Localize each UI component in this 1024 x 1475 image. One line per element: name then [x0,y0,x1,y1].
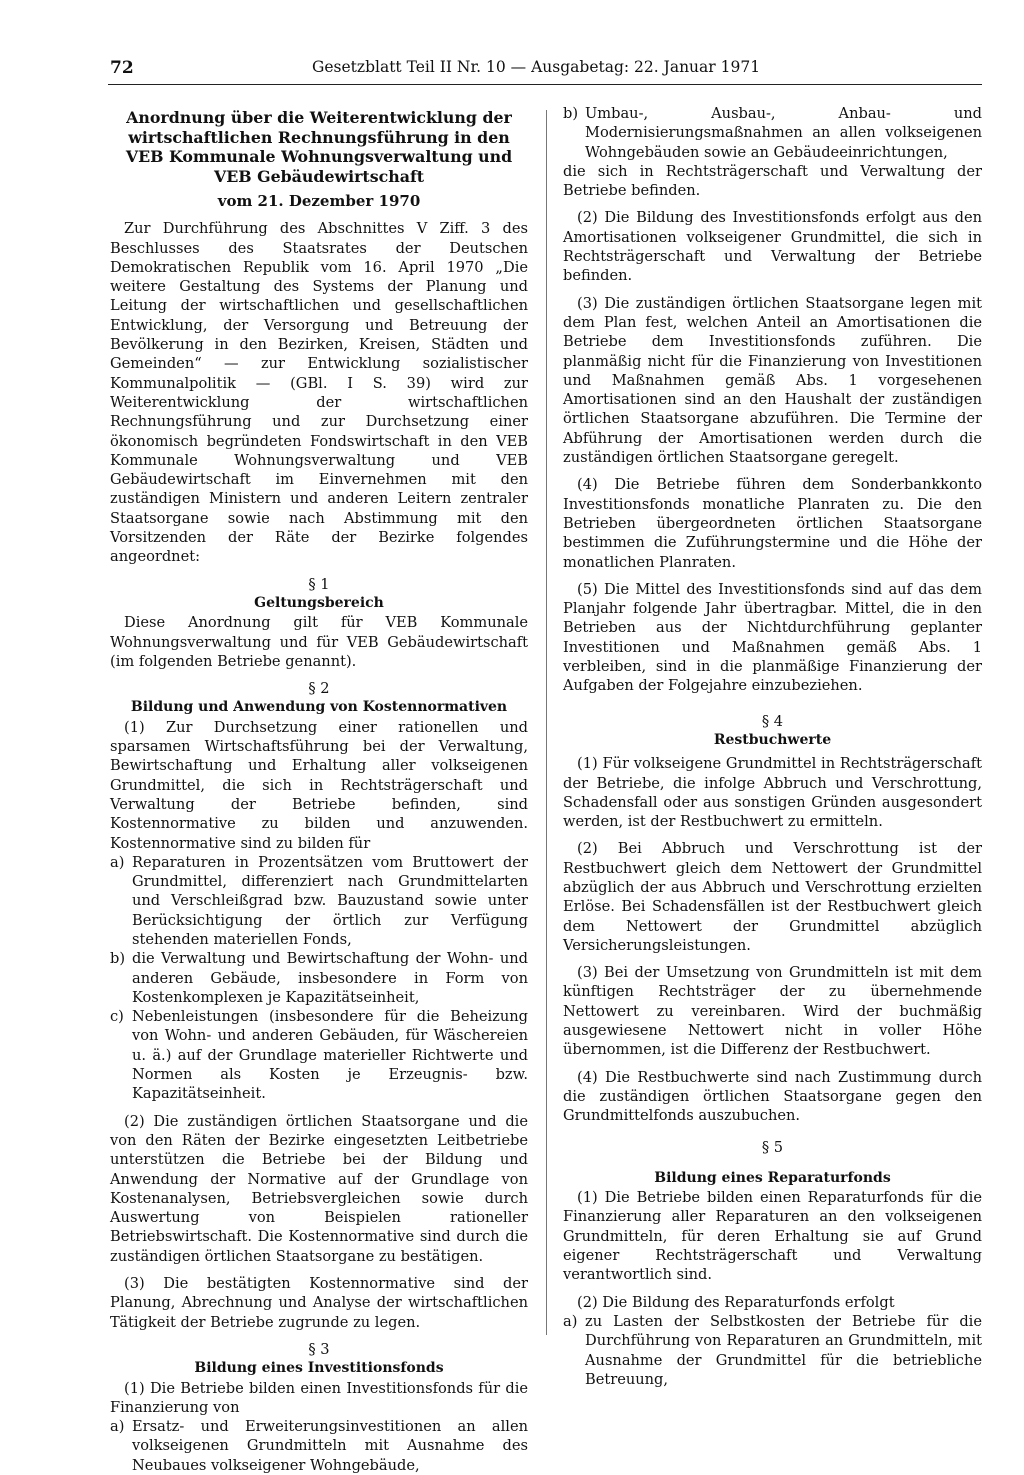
section-1-mark: § 1 [308,575,330,593]
section-4-para-4: (4) Die Restbuchwerte sind nach Zustimmung durch die zuständigen örtlichen Staatsorgane gegen den Grundmittelfonds auszubuchen. [563,1068,982,1125]
section-2-item-c [110,1007,528,1103]
section-2-para-1: (1) Zur Durchsetzung einer rationellen und sparsamen Wirtschaftsführung bei der Verwaltung, Bewirtschaftung und Erhaltung aller volkseigenen Grundmittel, die sich in Rechtsträgerschaft und Verwaltung der Betriebe befinden, sind Kostennormative zu bilden und anzuwenden. Kostennormative sind zu bilden für [110,718,528,852]
item-text: Reparaturen in Prozentsätzen vom Bruttowert der Grundmittel, differenziert nach Grundmittelarten und Verschleißgrad bzw. Bauzustand sowie unter Berücksichtigung der örtlich zur Verfügung stehenden materiellen Fonds, [132,853,528,948]
section-2-item-a [110,853,528,949]
section-3-para-4: (4) Die Betriebe führen dem Sonderbankkonto Investitionsfonds monatliche Planraten zu. Die den Betrieben übergeordneten örtlichen Staatsorgane bestimmen die Zuführungstermine und die Höhe der monatlichen Planraten. [563,476,982,571]
section-3-para-2: (2) Die Bildung des Investitionsfonds erfolgt aus den Amortisationen volkseigener Grundmittel, die sich in Rechtsträgerschaft und Verwaltung der Betriebe befinden. [563,209,982,285]
item-label: a) [110,853,125,871]
item-label: a) [110,1418,125,1436]
section-3-mark: § 3 [308,1340,330,1358]
section-3-para-3: (3) Die zuständigen örtlichen Staatsorgane legen mit dem Plan fest, welchen Anteil an Amortisationen die Betriebe dem Investitionsfonds zuführen. Die planmäßig nicht für die Finanzierung von Investitionen und Maßnahmen gemäß Abs. 1 vorgesehenen Amortisationen sind an den Haushalt der zuständigen örtlichen Staatsorgane abzuführen. Die Termine der Abführung der Amortisationen werden durch die zuständigen örtlichen Staatsorgane geregelt. [563,294,982,467]
item-text: Umbau-, Ausbau-, Anbau- und Modernisierungsmaßnahmen an allen volkseigenen Wohngebäuden sowie an Gebäudeeinrichtungen, [585,105,982,161]
section-2-para-3: (3) Die bestätigten Kostennormative sind der Planung, Abrechnung und Analyse der wirtschaftlichen Tätigkeit der Betriebe zugrunde zu legen. [110,1275,528,1331]
item-label: c) [110,1008,124,1026]
section-2-para-2: (2) Die zuständigen örtlichen Staatsorgane und die von den Räten der Bezirke eingesetzten Leitbetriebe unterstützen die Betriebe bei der Bildung und Anwendung der Normative auf der Grundlage von Kostenanalysen, Betriebsvergleichen sowie durch Auswertung von Beispielen rationeller Betriebswirtschaft. Die Kostennormative sind durch die zuständigen örtlichen Staatsorgane zu bestätigen. [110,1112,528,1265]
section-5-mark: § 5 [761,1138,784,1156]
section-3-item-a [110,1417,528,1475]
section-3-heading: Bildung eines Investitionsfonds [194,1360,444,1377]
right-column [563,104,982,1389]
section-3-para-1: (1) Die Betriebe bilden einen Investitionsfonds für die Finanzierung von [110,1379,528,1416]
item-text: Nebenleistungen (insbesondere für die Beheizung von Wohn- und anderen Gebäuden, für Wäschereien u. ä.) auf der Grundlage materieller Richtwerte und Normen als Kosten je Erzeugnis- bzw. Kapazitätseinheit. [132,1008,528,1103]
section-3-para-5: (5) Die Mittel des Investitionsfonds sind auf das dem Planjahr folgende Jahr übertragbar. Mittel, die in den Betrieben aus der Nichtdurchführung geplanter Investitionen und Maßnahmen gemäß Abs. 1 verbleiben, sind in die planmäßige Finanzierung der Aufgaben der Folgejahre einzubeziehen. [563,580,982,695]
preamble: Zur Durchführung des Abschnittes V Ziff. 3 des Beschlusses des Staatsrates der Deutschen Demokratischen Republik vom 16. April 1970 „Die weitere Gestaltung des Systems der Planung und Leitung der wirtschaftlichen und gesellschaftlichen Entwicklung, der Versorgung und Betreuung der Bevölkerung in den Bezirken, Kreisen, Städten und Gemeinden“ — zur Entwicklung sozialistischer Kommunalpolitik — (GBl. I S. 39) wird zur Weiterentwicklung der wirtschaftlichen Rechnungsführung und zur Durchsetzung einer ökonomisch begründeten Fondswirtschaft in den VEB Kommunale Wohnungsverwaltung und VEB Gebäudewirtschaft im Einvernehmen mit den zuständigen Ministern und anderen Leitern zentraler Staatsorgane sowie nach Abstimmung mit den Vorsitzenden der Räte der Bezirke folgendes angeordnet: [110,220,528,566]
gazette-header-title: Gesetzblatt Teil II Nr. 10 — Ausgabetag: 22. Januar 1971 [312,58,761,76]
section-2-mark: § 2 [308,680,330,698]
section-3-item-b [563,104,982,162]
section-1-text: Diese Anordnung gilt für VEB Kommunale Wohnungsverwaltung und für VEB Gebäudewirtschaft (im folgenden Betriebe genannt). [110,614,528,670]
section-4-para-1: (1) Für volkseigene Grundmittel in Rechtsträgerschaft der Betriebe, die infolge Abbruch und Verschrottung, Schadensfall oder aus sonstigen Gründen ausgesondert werden, ist der Restbuchwert zu ermitteln. [563,755,982,831]
ordinance-title: Anordnung über die Weiterentwicklung der wirtschaftlichen Rechnungsführung in den VEB Kommunale Wohnungsverwaltung und VEB Gebäudewirtschaft [125,108,513,186]
section-2-item-b [110,949,528,1007]
ordinance-date: vom 21. Dezember 1970 [217,192,421,210]
page-header [110,58,980,82]
section-4-para-2: (2) Bei Abbruch und Verschrottung ist der Restbuchwert gleich dem Nettowert der Grundmittel abzüglich der aus Abbruch und Verschrottung erzielten Erlöse. Bei Schadensfällen ist der Restbuchwert gleich dem Nettowert der Grundmittel abzüglich Versicherungsleistungen. [563,840,982,954]
section-4-heading: Restbuchwerte [713,731,832,748]
section-2-heading: Bildung und Anwendung von Kostennormativen [130,699,508,716]
item-label: b) [110,950,126,968]
page-number: 72 [110,58,134,78]
item-text: Ersatz- und Erweiterungsinvestitionen an allen volkseigenen Grundmitteln mit Ausnahme des Neubaues volkseigener Wohngebäude, [132,1418,528,1474]
item-text: zu Lasten der Selbstkosten der Betriebe für die Durchführung von Reparaturen an Grundmitteln, mit Ausnahme der Grundmittel für die betriebliche Betreuung, [585,1312,982,1388]
header-rule [108,84,982,85]
section-4-mark: § 4 [761,712,784,730]
item-label: b) [563,105,579,122]
section-5-item-a [563,1312,982,1389]
item-text: die Verwaltung und Bewirtschaftung der Wohn- und anderen Gebäude, insbesondere in Form von Kostenkomplexen je Kapazitätseinheit, [132,950,528,1006]
section-5-para-1: (1) Die Betriebe bilden einen Reparaturfonds für die Finanzierung aller Reparaturen an den volkseigenen Grundmitteln, für deren Erhaltung sie auf Grund eigener Rechtsträgerschaft und Verwaltung verantwortlich sind. [563,1189,982,1284]
section-4-para-3: (3) Bei der Umsetzung von Grundmitteln ist mit dem künftigen Rechtsträger der zu übernehmende Nettowert zu vereinbaren. Wird der buchmäßig ausgewiesene Nettowert nicht in voller Höhe übernommen, ist die Differenz der Restbuchwert. [563,964,982,1059]
item-label: a) [563,1312,578,1330]
section-5-para-2: (2) Die Bildung des Reparaturfonds erfolgt [577,1293,895,1311]
section-1-heading: Geltungsbereich [254,594,384,611]
left-column [110,108,528,1475]
section-5-heading: Bildung eines Reparaturfonds [654,1169,891,1186]
column-divider [546,110,547,1335]
section-3-continuation: die sich in Rechtsträgerschaft und Verwaltung der Betriebe befinden. [563,162,982,200]
